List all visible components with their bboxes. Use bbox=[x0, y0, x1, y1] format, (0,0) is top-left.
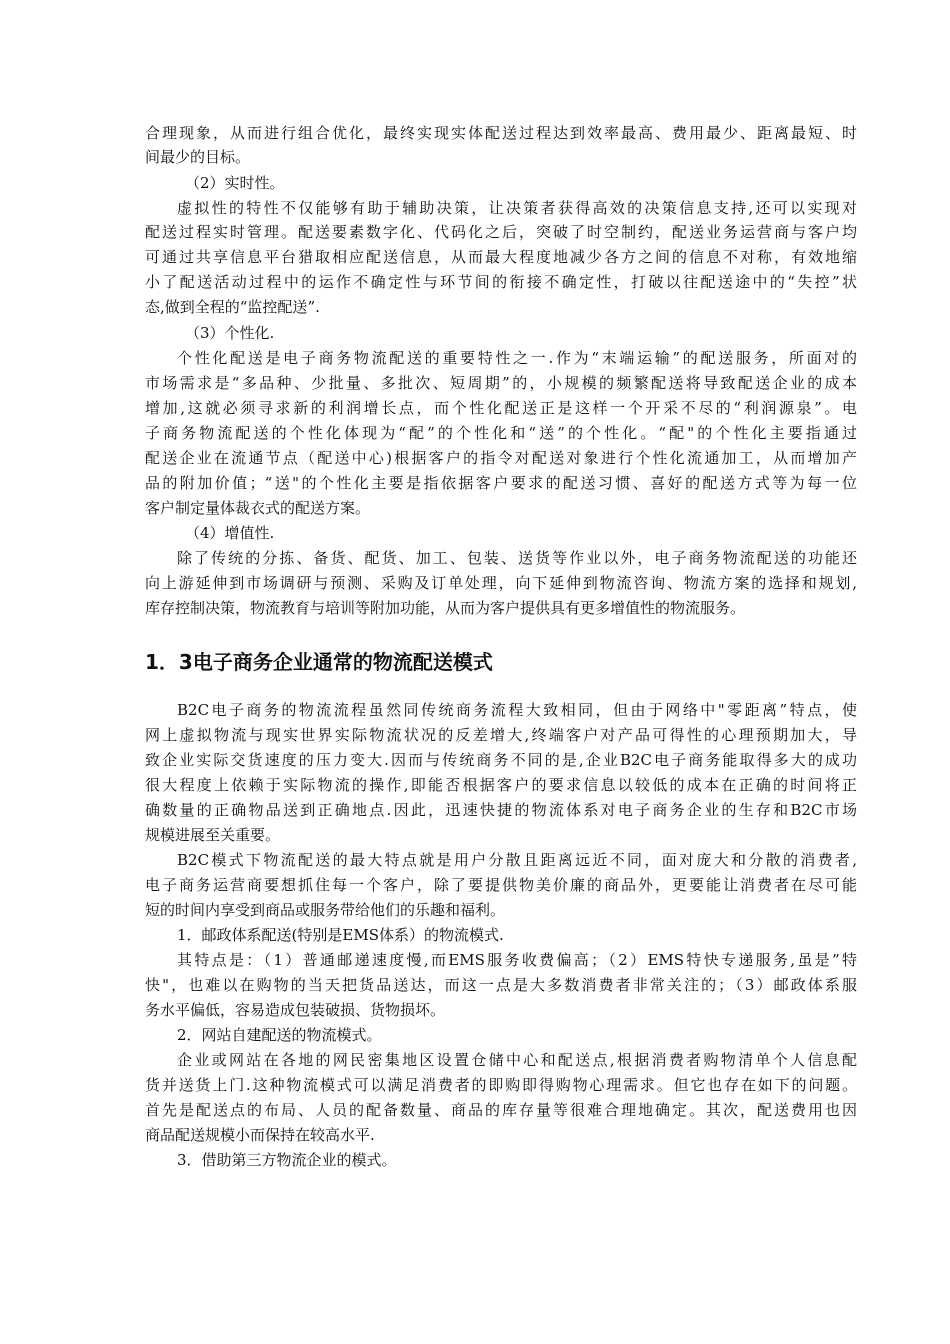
text-line: 短的时间内享受到商品或服务带给他们的乐趣和福利。 bbox=[145, 901, 506, 919]
text-line: 配送企业在流通节点（配送中心)根据客户的指令对配送对象进行个性化流通加工，从而增加产 bbox=[145, 449, 857, 467]
text-line: 电子商务运营商要想抓住每一个客户，除了要提供物美价廉的商品外，更要能让消费者在尽可能 bbox=[145, 876, 857, 894]
text-line: 很大程度上依赖于实际物流的操作,即能否根据客户的要求信息以较低的成本在正确的时间将正 bbox=[145, 776, 857, 794]
text-line: 增加,这就必须寻求新的利润增长点，而个性化配送正是这样一个开采不尽的“利润源泉”。电 bbox=[145, 399, 857, 417]
item-2-heading: （2）实时性。 bbox=[185, 174, 285, 192]
text-line: 网上虚拟物流与现实世界实际物流状况的反差增大,终端客户对产品可得性的心理预期加大，导 bbox=[145, 726, 857, 744]
text-line: 规模进展至关重要。 bbox=[145, 826, 281, 844]
text-line: 间最少的目标。 bbox=[145, 148, 251, 166]
text-line: 企业或网站在各地的网民密集地区设置仓储中心和配送点,根据消费者购物清单个人信息配 bbox=[177, 1051, 857, 1069]
mode-1-heading: 1．邮政体系配送(特别是EMS体系）的物流模式. bbox=[177, 926, 504, 944]
text-line: 客户制定量体裁衣式的配送方案。 bbox=[145, 499, 371, 517]
text-line: 态,做到全程的“监控配送”. bbox=[145, 298, 320, 316]
text-line: 致企业实际交货速度的压力变大.因而与传统商务不同的是,企业B2C电子商务能取得多大的成功 bbox=[145, 751, 857, 769]
text-line: 确数量的正确物品送到正确地点.因此，迅速快捷的物流体系对电子商务企业的生存和B2C市场 bbox=[145, 801, 857, 819]
text-line: 小了配送活动过程中的运作不确定性与环节间的衔接不确定性，打破以往配送途中的“失控”状 bbox=[145, 273, 857, 291]
text-line: 个性化配送是电子商务物流配送的重要特性之一.作为“末端运输”的配送服务，所面对的 bbox=[177, 349, 857, 367]
text-line: 配送过程实时管理。配送要素数字化、代码化之后，突破了时空制约，配送业务运营商与客户均 bbox=[145, 223, 857, 241]
text-line: 务水平偏低，容易造成包装破损、货物损坏。 bbox=[145, 1001, 446, 1019]
mode-2-heading: 2．网站自建配送的物流模式。 bbox=[177, 1026, 382, 1044]
text-line: 首先是配送点的布局、人员的配备数量、商品的库存量等很难合理地确定。其次，配送费用也因 bbox=[145, 1101, 857, 1119]
text-line: 商品配送规模小而保持在较高水平. bbox=[145, 1126, 375, 1144]
text-line: 品的附加价值；“送"的个性化主要是指依据客户要求的配送习惯、喜好的配送方式等为每一位 bbox=[145, 474, 857, 492]
section-heading: 1．3电子商务企业通常的物流配送模式 bbox=[145, 650, 493, 674]
text-line: 市场需求是“多品种、少批量、多批次、短周期”的，小规模的频繁配送将导致配送企业的成本 bbox=[145, 374, 857, 392]
item-4-heading: （4）增值性. bbox=[185, 524, 275, 542]
text-line: 货并送货上门.这种物流模式可以满足消费者的即购即得购物心理需求。但它也存在如下的问题。 bbox=[145, 1076, 857, 1094]
text-line: 子商务物流配送的个性化体现为“配”的个性化和“送”的个性化。“配"的个性化主要指通过 bbox=[145, 424, 857, 442]
text-line: 虚拟性的特性不仅能够有助于辅助决策，让决策者获得高效的决策信息支持,还可以实现对 bbox=[177, 199, 857, 217]
text-line: 合理现象，从而进行组合优化，最终实现实体配送过程达到效率最高、费用最少、距离最短、时 bbox=[145, 124, 857, 142]
text-line: 其特点是：（1）普通邮递速度慢,而EMS服务收费偏高；（2）EMS特快专递服务,虽是”特 bbox=[177, 951, 857, 969]
mode-3-heading: 3．借助第三方物流企业的模式。 bbox=[177, 1151, 397, 1169]
text-line: 可通过共享信息平台猎取相应配送信息，从而最大程度地减少各方之间的信息不对称，有效地缩 bbox=[145, 248, 857, 266]
text-line: B2C电子商务的物流流程虽然同传统商务流程大致相同，但由于网络中"零距离”特点，使 bbox=[177, 701, 857, 719]
item-3-heading: （3）个性化. bbox=[185, 324, 275, 342]
text-line: B2C模式下物流配送的最大特点就是用户分散且距离远近不同，面对庞大和分散的消费者, bbox=[177, 851, 857, 869]
text-line: 向上游延伸到市场调研与预测、采购及订单处理，向下延伸到物流咨询、物流方案的选择和规划, bbox=[145, 574, 857, 592]
text-line: 快"，也难以在购物的当天把货品送达，而这一点是大多数消费者非常关注的；（3）邮政体系服 bbox=[145, 976, 857, 994]
text-line: 库存控制决策，物流教育与培训等附加功能，从而为客户提供具有更多增值性的物流服务。 bbox=[145, 599, 746, 617]
text-line: 除了传统的分拣、备货、配货、加工、包装、送货等作业以外，电子商务物流配送的功能还 bbox=[177, 549, 857, 567]
